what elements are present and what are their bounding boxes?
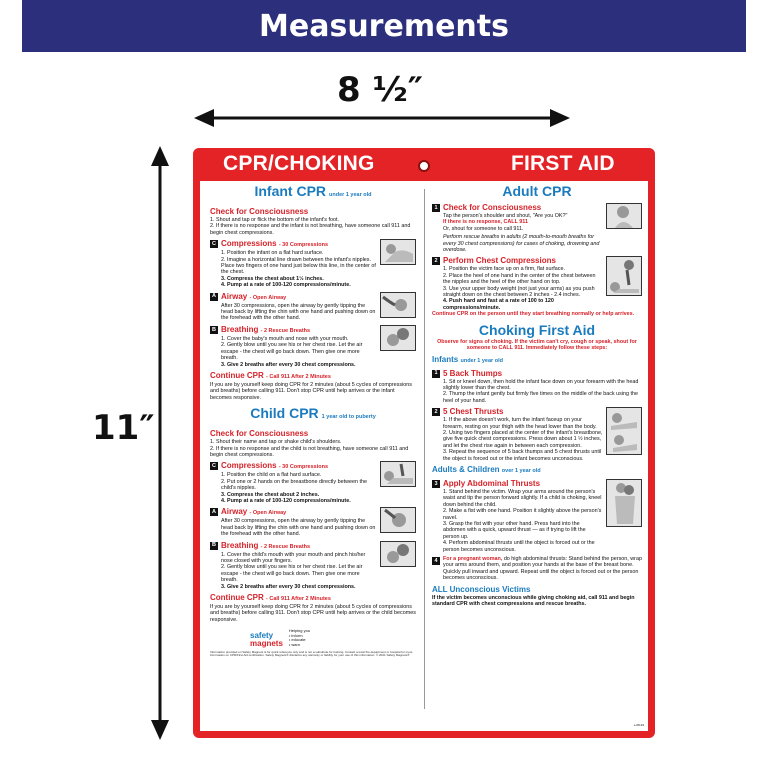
- text-line: Tap the person's shoulder and shout, "Are you OK?": [443, 213, 568, 219]
- adult-continue: Continue CPR on the person until they start breathing normally or help arrives.: [432, 311, 635, 318]
- text-line: 2. Put one or 2 hands on the breastbone directly between the child's nipples.: [221, 478, 367, 492]
- text-line: 2. Make a fist with one hand. Position it slightly above the person's navel.: [443, 508, 602, 521]
- sheet-content: [200, 181, 648, 731]
- chest-thrusts-section: [432, 407, 642, 462]
- height-label: 11″: [92, 408, 155, 448]
- child-airway-heading: Airway - Open Airway: [221, 507, 287, 517]
- step-badge: 1: [432, 204, 440, 212]
- infant-airway-section: [210, 292, 416, 322]
- adult-check-illustration: [606, 203, 642, 229]
- choking-title: Choking First Aid: [478, 321, 596, 338]
- text-line: After 30 compressions, open the airway by gently tipping the head back by lifting the chin with one hand and pushing down on the forehead with the other hand.: [221, 518, 376, 538]
- infant-breathing-heading: Breathing - 2 Rescue Breaths: [221, 324, 311, 334]
- step-badge: 3: [432, 480, 440, 488]
- text-line: 1. Position the child on a flat hard surface.: [221, 472, 322, 479]
- text-line: Perform rescue breaths in adults (2 mouth-to-mouth breaths for every 30 chest compressions) for cases of choking, drowning and overdose.: [443, 234, 600, 254]
- adult-cpr-title: Adult CPR: [502, 183, 572, 199]
- back-thumps-section: [432, 369, 642, 405]
- a-badge: A: [210, 508, 218, 516]
- text-line: 1. Position the infant on a flat hard surface.: [221, 250, 324, 257]
- infant-continue-section: [210, 371, 416, 401]
- text-line: 2. If there is no response and the infant is not breathing, have someone call 911 and begin chest compressions.: [210, 223, 411, 236]
- infant-check-heading: Check for Consciousness: [210, 207, 309, 216]
- logo-area: [210, 629, 416, 647]
- text-line: 2. Thump the infant gently but firmly five times on the middle of the back using the heel of your hand.: [443, 391, 638, 404]
- text-line: 3. Compress the chest about 1½ inches.: [221, 275, 324, 282]
- text-line: 2. Using two fingers placed at the center of the infant's breastbone, give five quick chest compressions. Press down about 1 ½ inches, and let the chest rise again in between each compression.: [443, 429, 603, 449]
- right-column: [432, 183, 642, 607]
- child-airway-section: [210, 507, 416, 537]
- text-line: 3. Compress the chest about 2 inches.: [221, 491, 320, 498]
- banner: Measurements: [22, 0, 746, 52]
- hanging-hole: [418, 160, 430, 172]
- text-line: If you are by yourself keep doing CPR for 2 minutes (about 5 cycles of compressions and breaths) before calling 911. Don't stop CPR until help arrives or the child becomes responsive.: [210, 604, 416, 623]
- child-breathing-heading: Breathing - 2 Rescue Breaths: [221, 540, 311, 550]
- c-badge: C: [210, 462, 218, 470]
- infant-breathing-illustration: [380, 325, 416, 351]
- text-line: 1. Shout their name and tap or shake child's shoulders.: [210, 439, 342, 446]
- text-line: After 30 compressions, open the airway by gently tipping the head back by lifting the chin with one hand and pushing down on the forehead with the other hand.: [221, 302, 376, 322]
- adult-compressions-section: [432, 256, 642, 311]
- text-line: If you are by yourself keep doing CPR for 2 minutes (about 5 cycles of compressions and breaths) before calling 911. Don't stop CPR until help arrives or the infant becomes responsive.: [210, 381, 412, 401]
- infant-breathing-section: [210, 325, 416, 368]
- b-badge: B: [210, 542, 218, 550]
- adults-heading: Adults & Children over 1 year old: [432, 464, 541, 474]
- text-line: 3. Repeat the sequence of 5 back thumps and 5 chest thrusts until the object is forced out or the infant becomes unconscious.: [443, 449, 602, 462]
- logo-tagline: Helping you • inform • educate • warn: [288, 628, 311, 648]
- infant-compressions-section: [210, 239, 416, 288]
- unconscious-text: If the victim becomes unconscious while giving choking aid, call 911 and begin standard CPR with chest compressions and rescue breaths.: [432, 594, 635, 608]
- infant-continue-heading: Continue CPR - Call 911 After 2 Minutes: [210, 370, 331, 380]
- infant-compression-illustration: [380, 239, 416, 265]
- adult-compressions-heading: Perform Chest Compressions: [443, 256, 556, 266]
- child-compression-illustration: [380, 461, 416, 487]
- fine-print: Information provided on Safety Magnets is for quick reference only and is not a substitute for training. Contact a local fire department or hospital for more information on CPR/First Aid certification. Safety Magnets® disclaims any warranty or liability for your use of this information. © 2021 Safety Magnets®: [210, 649, 413, 658]
- child-breathing-section: [210, 541, 416, 590]
- infant-cpr-title: Infant CPR under 1 year old: [254, 183, 372, 199]
- b-badge: B: [210, 326, 218, 334]
- text-line: 3. Use your upper body weight (not just your arms) as you push straight down on the chest between 2 inches - 2.4 inches.: [443, 285, 595, 299]
- child-compressions-heading: Compressions - 30 Compressions: [221, 461, 329, 471]
- child-check-heading: Check for Consciousness: [210, 429, 309, 439]
- infant-check-section: [210, 207, 416, 236]
- child-check-section: [210, 429, 416, 458]
- text-line: 4. Push hard and fast at a rate of 100 to 120 compressions/minute.: [443, 298, 554, 311]
- abdominal-section: [432, 479, 642, 553]
- text-line: 2. Place the heel of one hand in the center of the chest between the nipples and the heel of the other hand on top.: [443, 272, 596, 286]
- step-badge: 2: [432, 408, 440, 416]
- adult-compressions-illustration: [606, 256, 642, 296]
- text-line: 1. Stand behind the victim. Wrap your arms around the person's waist and tip the person forward slightly. If a child is choking, kneel down behind the child.: [443, 488, 602, 508]
- safety-magnets-logo: safety magnets: [250, 630, 283, 648]
- abdominal-thrust-illustration: [606, 479, 642, 527]
- choking-intro: Observe for signs of choking. If the victim can't cry, cough or speak, shout for someone to CALL 911. Immediately follow these steps:: [437, 338, 637, 352]
- text-line: 2. Gently blow until you see his or her chest rise. Let the air escape - the chest will go back down. Then give one more breath.: [221, 342, 363, 362]
- text-line: If there is no response, CALL 911: [443, 219, 528, 226]
- text-line: 4. Pump at a rate of 100-120 compressions/minute.: [221, 497, 351, 504]
- infant-compressions-heading: Compressions - 30 Compressions: [221, 239, 329, 249]
- pregnant-section: 4 For a pregnant woman, do high abdominal thrusts: Stand behind the person, wrap your arms around them, and position your hands at the base of the breast bone. Quickly pull inward and upward. Repeat until the object is forced out or the person becomes unconscious.: [432, 556, 642, 582]
- infant-airway-heading: Airway - Open Airway: [221, 291, 287, 301]
- text-line: 1. Cover the baby's mouth and nose with your mouth.: [221, 335, 349, 342]
- left-column: [210, 183, 416, 658]
- first-aid-sheet: [193, 148, 655, 738]
- text-line: 1. Cover the child's mouth with your mouth and pinch his/her nose closed with your fingers.: [221, 551, 366, 564]
- text-line: 1. If the above doesn't work, turn the infant faceup on your forearm, resting on your thigh with the head lower than the body.: [443, 417, 597, 430]
- text-line: 1. Shout and tap or flick the bottom of the infant's foot.: [210, 217, 339, 223]
- child-continue-heading: Continue CPR - Call 911 After 2 Minutes: [210, 593, 331, 603]
- text-line: 3. Grasp the fist with your other hand. Press hard into the abdomen with a quick, upward thrust — as if trying to lift the person up.: [443, 521, 586, 540]
- text-line: 4. Pump at a rate of 100-120 compressions/minute.: [221, 282, 351, 289]
- text-line: 4. Perform abdominal thrusts until the object is forced out or the person becomes unconscious.: [443, 540, 595, 553]
- abdominal-heading: Apply Abdominal Thrusts: [443, 478, 541, 488]
- child-continue-section: [210, 593, 416, 623]
- width-label: 8 ½″: [337, 70, 423, 110]
- text-line: 2. Gently blow until you see his or her chest rise. Let the air escape - the chest will go back down. Then give one more breath.: [221, 564, 363, 584]
- text-line: 1. Sit or kneel down, then hold the infant face down on your forearm with the head slightly lower than the chest.: [443, 378, 639, 391]
- product-code: s-08-29: [633, 723, 644, 727]
- text-line: 3. Give 2 breaths after every 30 chest compressions.: [221, 583, 356, 590]
- adult-check-heading: Check for Consciousness: [443, 203, 542, 212]
- child-compressions-section: [210, 461, 416, 504]
- text-line: 2. Imagine a horizontal line drawn between the infant's nipples. Place two fingers of one hand just below this line, in the center of the chest.: [221, 256, 376, 276]
- header-right: FIRST AID: [511, 152, 615, 175]
- text-line: 3. Give 2 breaths after every 30 chest compressions.: [221, 361, 356, 368]
- infant-choking-illustration: [606, 407, 642, 455]
- child-cpr-title: Child CPR 1 year old to puberty: [250, 405, 376, 422]
- a-badge: A: [210, 293, 218, 301]
- text-line: 2. If there is no response and the child is not breathing, have someone call 911 and begin chest compressions.: [210, 445, 409, 458]
- child-airway-illustration: [380, 507, 416, 533]
- step-badge: 1: [432, 370, 440, 378]
- chest-thrusts-heading: 5 Chest Thrusts: [443, 407, 504, 417]
- child-breathing-illustration: [380, 541, 416, 567]
- text-line: 1. Position the victim face up on a firm, flat surface.: [443, 266, 565, 273]
- step-badge: 2: [432, 257, 440, 265]
- c-badge: C: [210, 240, 218, 248]
- text-line: Or, shout for someone to call 911.: [443, 225, 524, 232]
- header-left: CPR/CHOKING: [223, 152, 375, 175]
- infants-heading: Infants under 1 year old: [432, 354, 503, 364]
- unconscious-heading: ALL Unconscious Victims: [432, 584, 531, 594]
- step-badge: 4: [432, 557, 440, 565]
- back-thumps-heading: 5 Back Thumps: [443, 368, 503, 378]
- infant-airway-illustration: [380, 292, 416, 318]
- column-divider: [424, 189, 425, 709]
- adult-check-section: [432, 203, 642, 253]
